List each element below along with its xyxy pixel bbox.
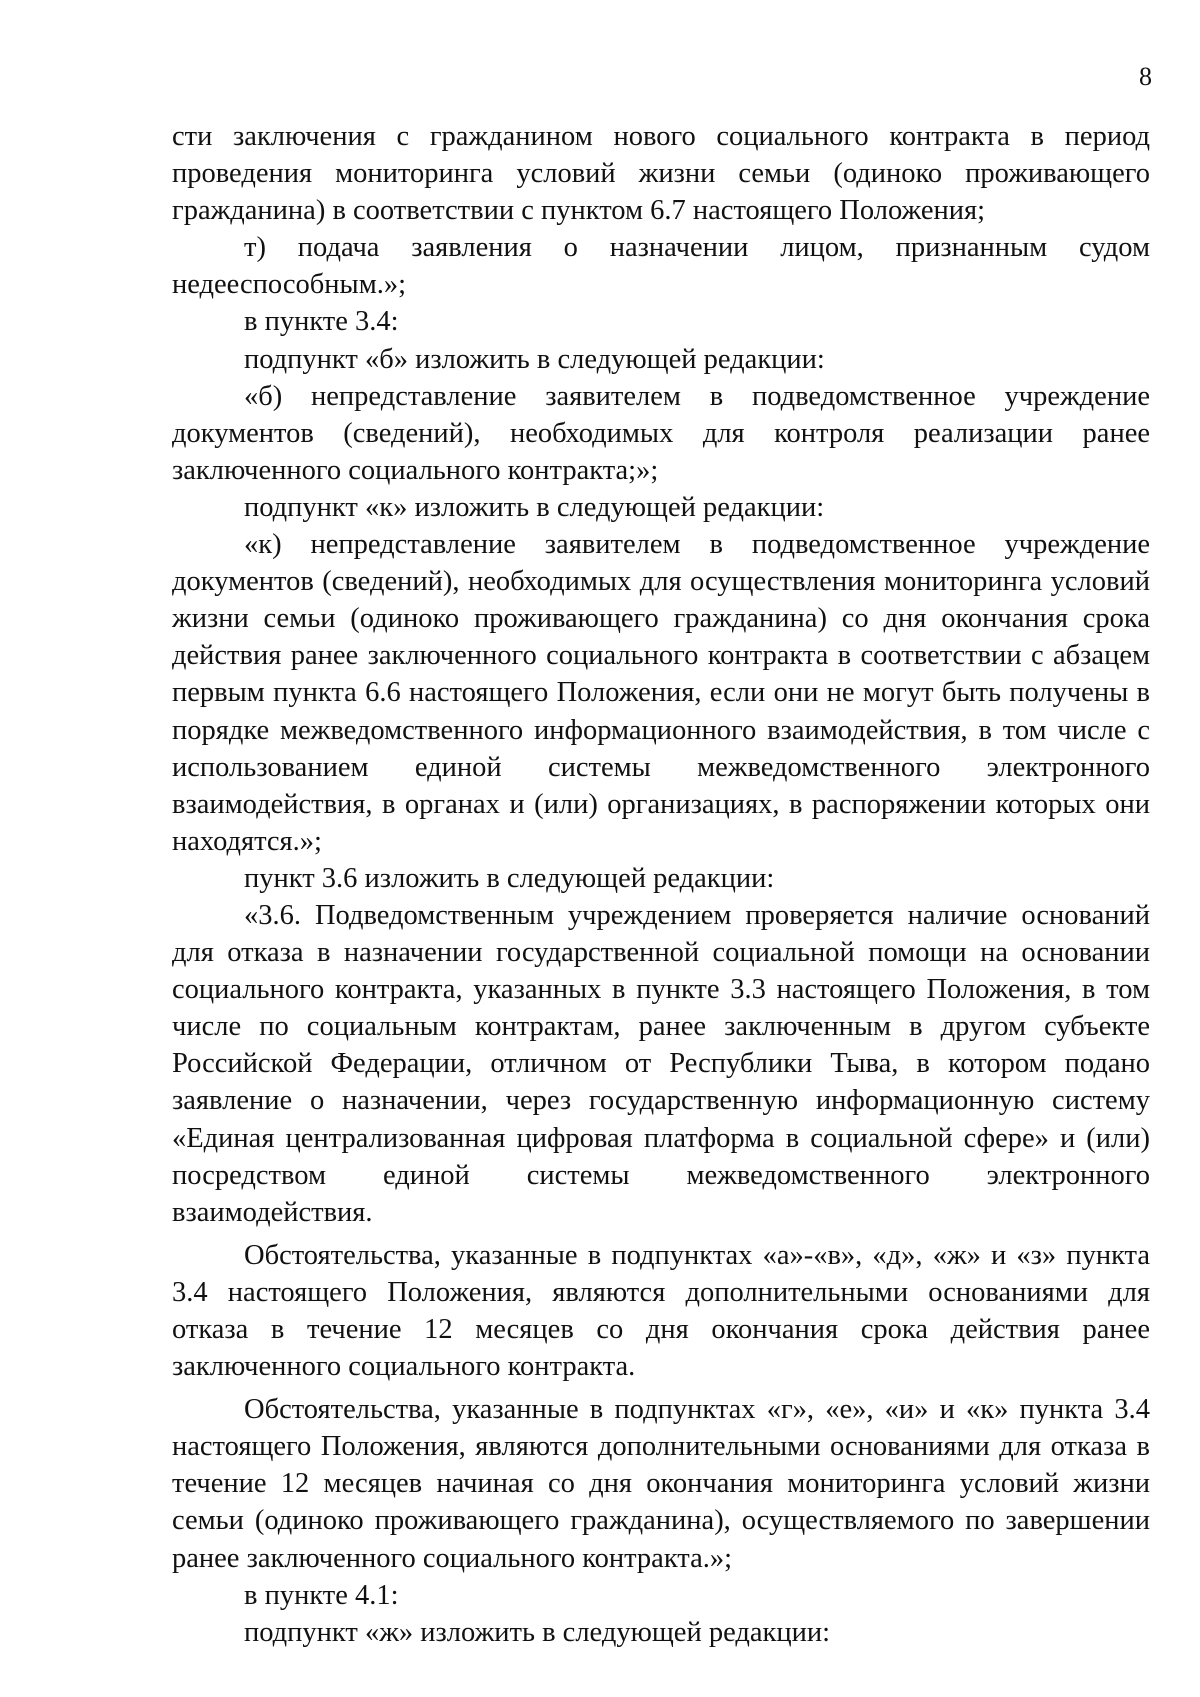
paragraph-circumstances-1: Обстоятельства, указанные в подпунктах «а»-«в», «д», «ж» и «з» пункта 3.4 настоящего Положения, являются дополнительными основаниями для отказа в течение 12 месяцев со дня окончания срока действия ранее заключенного социального контракта. <box>172 1239 1150 1383</box>
page-number: 8 <box>1139 62 1152 91</box>
document-body <box>172 118 1150 1651</box>
paragraph-subclause-k-intro: подпункт «к» изложить в следующей редакции: <box>244 491 825 523</box>
paragraph-clause-3-4: в пункте 3.4: <box>244 306 399 338</box>
paragraph-continuation: сти заключения с гражданином нового социального контракта в период проведения мониторинга условий жизни семьи (одиноко проживающего гражданина) в соответствии с пунктом 6.7 настоящего Положения; <box>172 121 1150 227</box>
paragraph-clause-4-1: в пункте 4.1: <box>244 1579 399 1611</box>
paragraph-subclause-b-text: «б) непредставление заявителем в подведомственное учреждение документов (сведений), необходимых для контроля реализации ранее заключенного социального контракта;»; <box>172 380 1150 486</box>
paragraph-subclause-zh-intro: подпункт «ж» изложить в следующей редакции: <box>244 1616 831 1648</box>
paragraph-clause-3-6-intro: пункт 3.6 изложить в следующей редакции: <box>244 862 775 894</box>
paragraph-item-t: т) подача заявления о назначении лицом, признанным судом недееспособным.»; <box>172 232 1150 301</box>
paragraph-circumstances-2: Обстоятельства, указанные в подпунктах «г», «е», «и» и «к» пункта 3.4 настоящего Положения, являются дополнительными основаниями для отказа в течение 12 месяцев начиная со дня окончания мониторинга условий жизни семьи (одиноко проживающего гражданина), осуществляемого по завершении ранее заключенного социального контракта.»; <box>172 1394 1150 1574</box>
paragraph-clause-3-6-text: «3.6. Подведомственным учреждением проверяется наличие оснований для отказа в назначении государственной социальной помощи на основании социального контракта, указанных в пункте 3.3 настоящего Положения, в том числе по социальным контрактам, ранее заключенным в другом субъекте Российской Федерации, отличном от Республики Тыва, в котором подано заявление о назначении, через государственную информационную систему «Единая централизованная цифровая платформа в социальной сфере» и (или) посредством единой системы межведомственного электронного взаимодействия. <box>172 899 1150 1228</box>
paragraph-subclause-b-intro: подпункт «б» изложить в следующей редакции: <box>244 343 825 375</box>
paragraph-subclause-k-text: «к) непредставление заявителем в подведомственное учреждение документов (сведений), необходимых для осуществления мониторинга условий жизни семьи (одиноко проживающего гражданина) со дня окончания срока действия ранее заключенного социального контракта в соответствии с абзацем первым пункта 6.6 настоящего Положения, если они не могут быть получены в порядке межведомственного информационного взаимодействия, в том числе с использованием единой системы межведомственного электронного взаимодействия, в органах и (или) организациях, в распоряжении которых они находятся.»; <box>172 529 1150 857</box>
